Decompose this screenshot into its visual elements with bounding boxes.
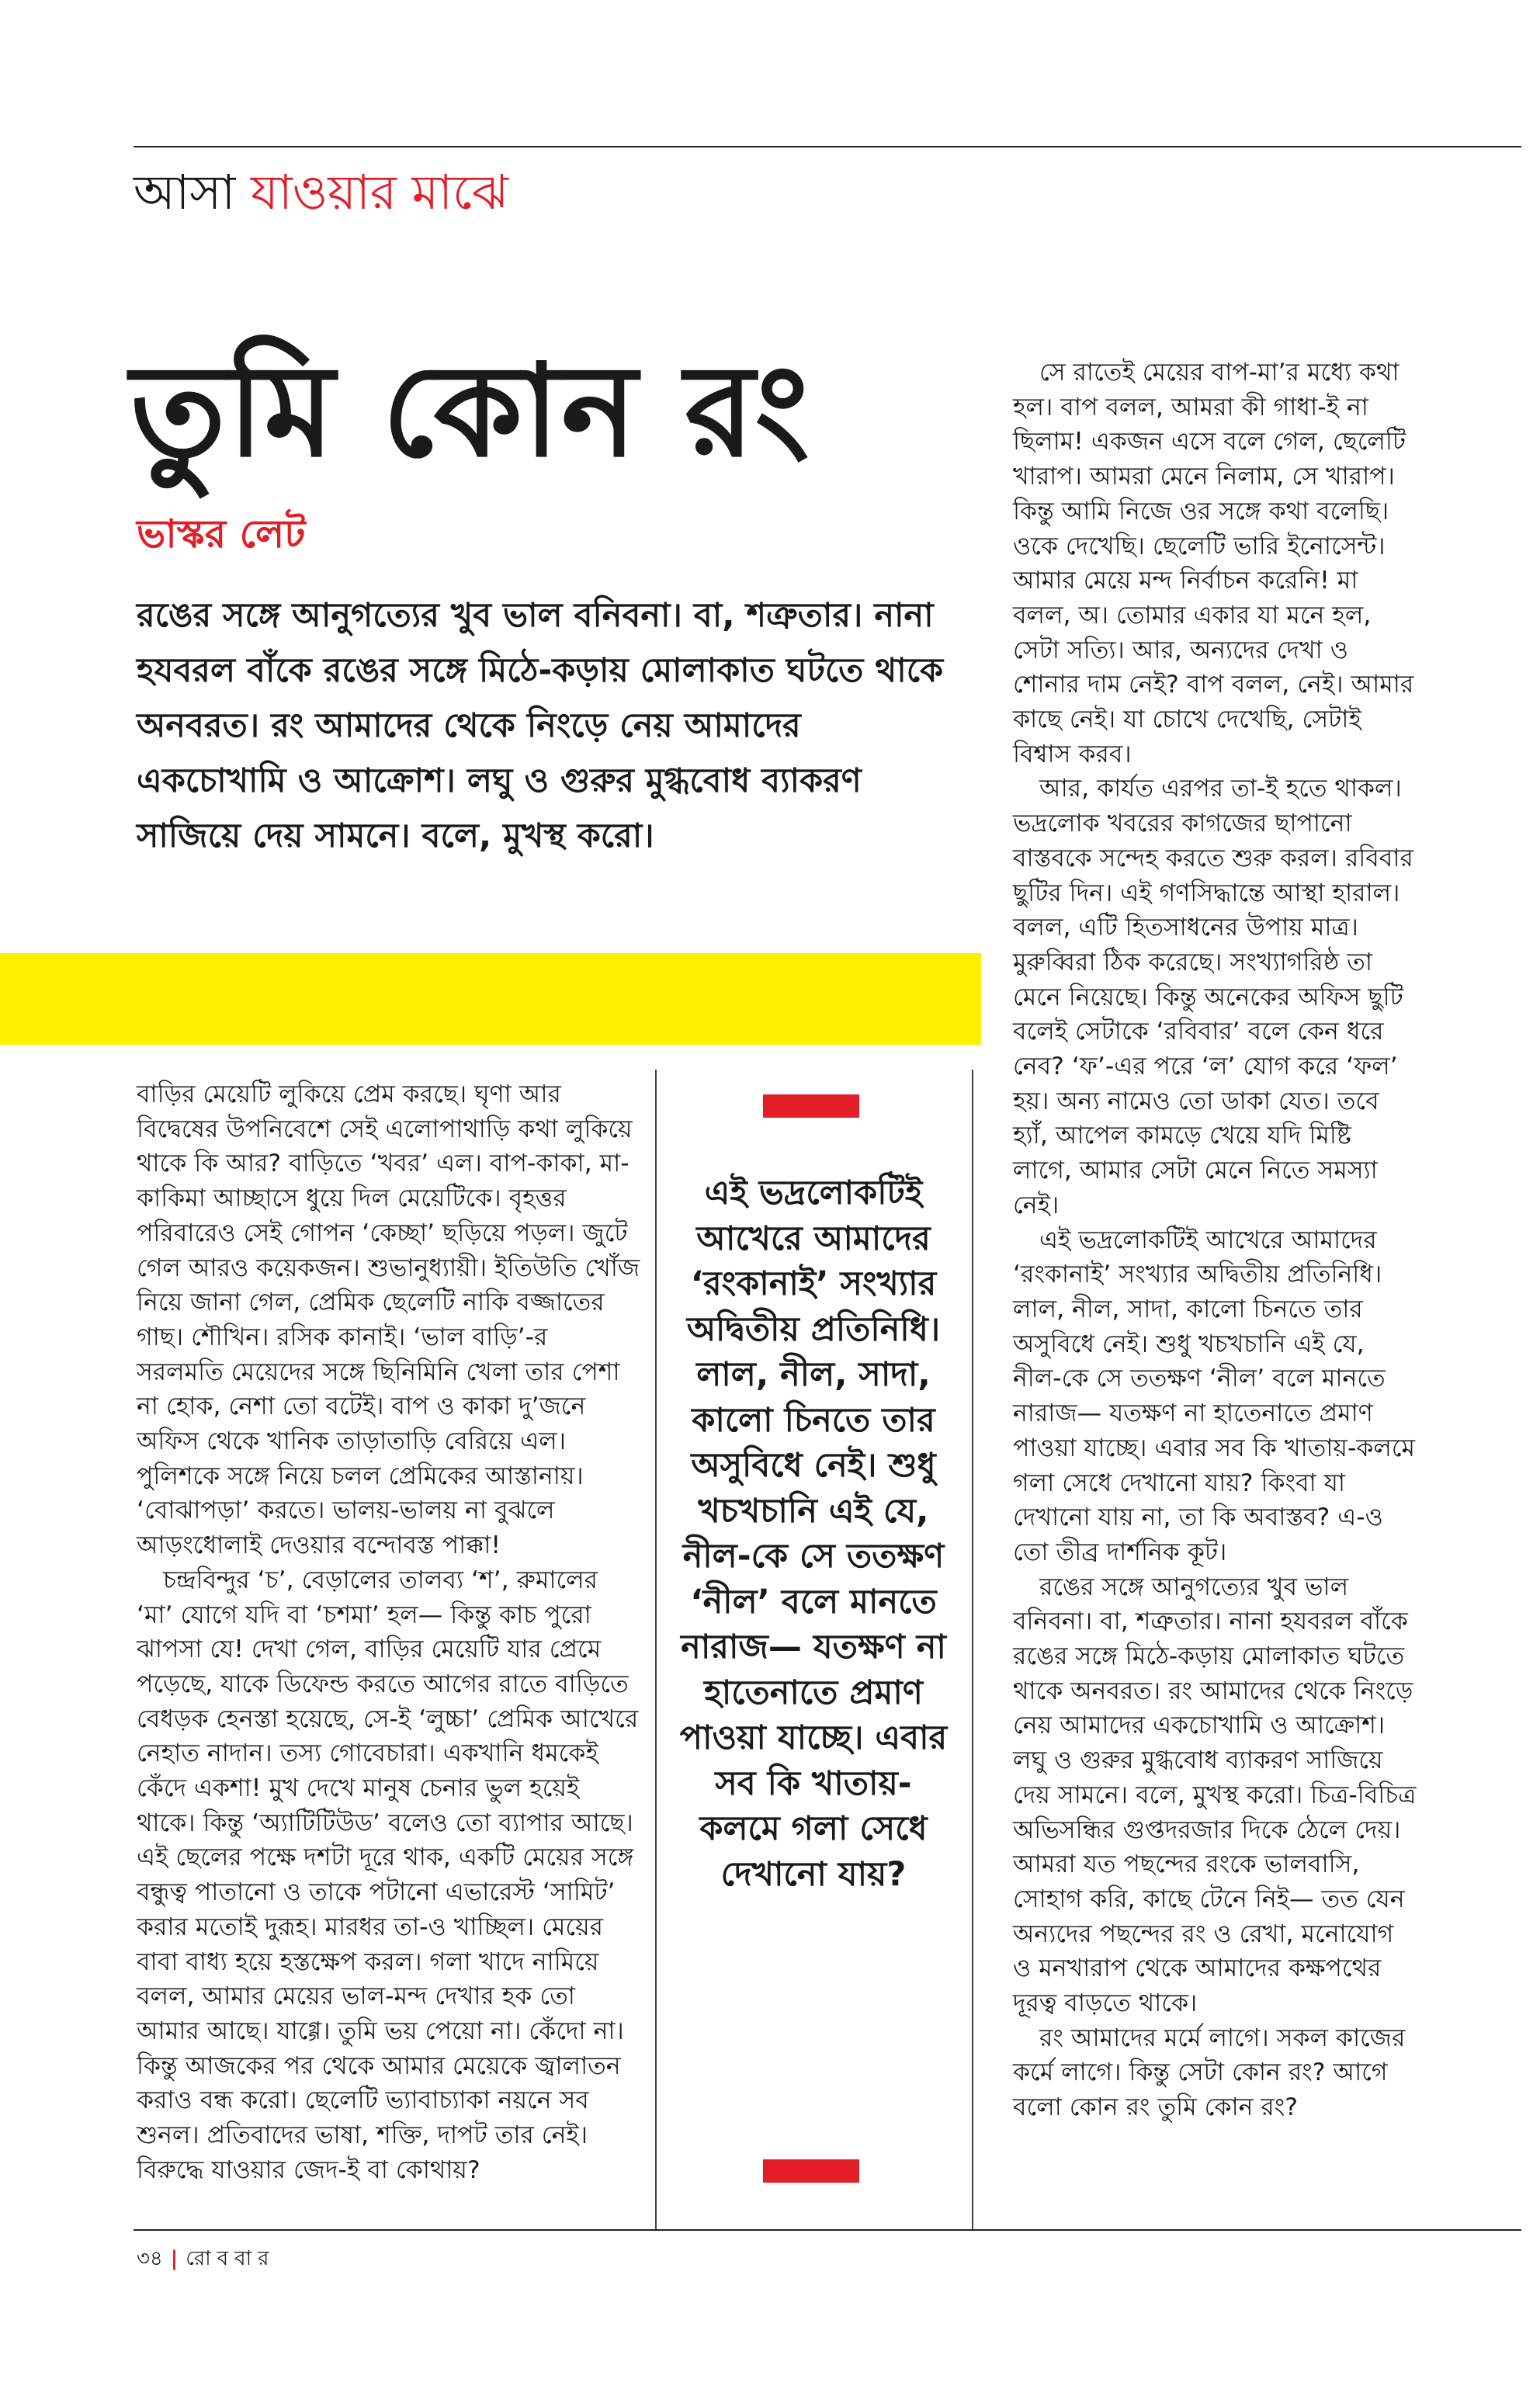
article-headline: তুমি কোন রং [130, 337, 811, 485]
pull-quote-bottom-bar [763, 2159, 859, 2183]
left-paragraph-1: বাড়ির মেয়েটি লুকিয়ে প্রেম করছে। ঘৃণা আর বিদ্বেষের উপনিবেশে সেই এলোপাথাড়ি কথা লুকিয়ে থাকে কি আর? বাড়িতে ‘খবর’ এল। বাপ-কাকা, মা-কাকিমা আচ্ছাসে ধুয়ে দিল মেয়েটিকে। বৃহত্তর পরিবারেও সেই গোপন ‘কেচ্ছা’ ছড়িয়ে পড়ল। জুটে গেল আরও কয়েকজন। শুভানুধ্যায়ী। ইতিউতি খোঁজ নিয়ে জানা গেল, প্রেমিক ছেলেটি নাকি বজ্জাতের গাছ। শৌখিন। রসিক কানাই। ‘ভাল বাড়ি’-র সরলমতি মেয়েদের সঙ্গে ছিনিমিনি খেলা তার পেশা না হোক, নেশা তো বটেই। বাপ ও কাকা দু’জনে অফিস থেকে খানিক তাড়াতাড়ি বেরিয়ে এল। পুলিশকে সঙ্গে নিয়ে চলল প্রেমিকের আস্তানায়। ‘বোঝাপড়া’ করতে। ভালয়-ভালয় না বুঝলে আড়ংধোলাই দেওয়ার বন্দোবস্ত পাক্কা! [137, 1080, 640, 1560]
right-paragraph-2: আর, কার্যত এরপর তা-ই হতে থাকল। ভদ্রলোক খবরের কাগজের ছাপানো বাস্তবকে সন্দেহ করতে শুরু করল। রবিবার ছুটির দিন। এই গণসিদ্ধান্তে আস্থা হারাল। বলল, এটি হিতসাধনের উপায় মাত্র। মুরুব্বিরা ঠিক করেছে। সংখ্যাগরিষ্ঠ তা মেনে নিয়েছে। কিন্তু অনেকের অফিস ছুটি বলেই সেটাকে ‘রবিবার’ বলে কেন ধরে নেব? ‘ফ’-এর পরে ‘ল’ যোগ করে ‘ফল’ হয়। অন্য নামেও তো ডাকা যেত। তবে হ্যাঁ, আপেল কামড়ে খেয়ে যদি মিষ্টি লাগে, আমার সেটা মেনে নিতে সমস্যা নেই। [1013, 775, 1413, 1219]
article-author: ভাস্কর লেট [137, 512, 306, 557]
page-number: ৩৪ [137, 2247, 163, 2270]
top-rule [134, 146, 1521, 147]
left-paragraph-2: চন্দ্রবিন্দুর ‘চ’, বেড়ালের তালব্য ‘শ’, রুমালের ‘মা’ যোগে যদি বা ‘চশমা’ হল— কিন্তু কাচ পুরো ঝাপসা যে! দেখা গেল, বাড়ির মেয়েটি যার প্রেমে পড়েছে, যাকে ডিফেন্ড করতে আগের রাতে বাড়িতে বেধড়ক হেনস্তা হয়েছে, সে-ই ‘লুচ্চা’ প্রেমিক আখেরে নেহাত নাদান। তস্য গোবেচারা। একখানি ধমকেই কেঁদে একশা! মুখ দেখে মানুষ চেনার ভুল হয়েই থাকে। কিন্তু ‘অ্যাটিটিউড’ বলেও তো ব্যাপার আছে। এই ছেলের পক্ষে দশটা দূরে থাক, একটি মেয়ের সঙ্গে বন্ধুত্ব পাতানো ও তাকে পটানো এভারেস্ট ‘সামিট’ করার মতোই দুরূহ। মারধর তা-ও খাচ্ছিল। মেয়ের বাবা বাধ্য হয়ে হস্তক্ষেপ করল। গলা খাদে নামিয়ে বলল, আমার মেয়ের ভাল-মন্দ দেখার হক তো আমার আছে। যাগ্গে। তুমি ভয় পেয়ো না। কেঁদো না। কিন্তু আজকের পর থেকে আমার মেয়েকে জ্বালাতন করাও বন্ধ করো। ছেলেটি ভ্যাবাচ্যাকা নয়নে সব শুনল। প্রতিবাদের ভাষা, শক্তি, দাপট তার নেই। বিরুদ্ধে যাওয়ার জেদ-ই বা কোথায়? [137, 1566, 639, 2184]
article-intro: রঙের সঙ্গে আনুগত্যের খুব ভাল বনিবনা। বা, শত্রুতার। নানা হযবরল বাঁকে রঙের সঙ্গে মিঠে-কড়ায় মোলাকাত ঘটতে থাকে অনবরত। রং আমাদের থেকে নিংড়ে নেয় আমাদের একচোখামি ও আক্রোশ। লঘু ও গুরুর মুগ্ধবোধ ব্যাকরণ সাজিয়ে দেয় সামনে। বলে, মুখস্থ করো। [137, 596, 944, 855]
column-divider-left [655, 1070, 657, 2230]
footer-separator: | [170, 2247, 179, 2270]
right-paragraph-1: সে রাতেই মেয়ের বাপ-মা’র মধ্যে কথা হল। বাপ বলল, আমরা কী গাধা-ই না ছিলাম! একজন এসে বলে গেল, ছেলেটি খারাপ। আমরা মেনে নিলাম, সে খারাপ। কিন্তু আমি নিজে ওর সঙ্গে কথা বলেছি। ওকে দেখেছি। ছেলেটি ভারি ইনোসেন্ট। আমার মেয়ে মন্দ নির্বাচন করেনি! মা বলল, অ। তোমার একার যা মনে হল, সেটা সত্যি। আর, অন্যদের দেখা ও শোনার দাম নেই? বাপ বলল, নেই। আমার কাছে নেই। যা চোখে দেখেছি, সেটাই বিশ্বাস করব। [1013, 359, 1414, 768]
bottom-rule [134, 2229, 1521, 2231]
section-title-word1: আসা [134, 164, 236, 220]
pull-quote: এই ভদ্রলোকটিই আখেরে আমাদের ‘রংকানাই’ সংখ্যার অদ্বিতীয় প্রতিনিধি। লাল, নীল, সাদা, কালো চিনতে তার অসুবিধে নেই। শুধু খচখচানি এই যে, নীল-কে সে ততক্ষণ ‘নীল’ বলে মানতে নারাজ— যতক্ষণ না হাতেনাতে প্রমাণ পাওয়া যাচ্ছে। এবার সব কি খাতায়-কলমে গলা সেধে দেখানো যায়? [679, 1174, 948, 1894]
left-column [137, 1077, 641, 2188]
yellow-band [0, 953, 981, 1045]
section-title-word2: যাওয়ার মাঝে [250, 164, 508, 220]
page-footer [137, 2245, 275, 2273]
magazine-name: রোববার [186, 2247, 276, 2270]
section-title [134, 160, 508, 225]
right-column [1013, 355, 1417, 2125]
right-paragraph-3: এই ভদ্রলোকটিই আখেরে আমাদের ‘রংকানাই’ সংখ্যার অদ্বিতীয় প্রতিনিধি। লাল, নীল, সাদা, কালো চিনতে তার অসুবিধে নেই। শুধু খচখচানি এই যে, নীল-কে সে ততক্ষণ ‘নীল’ বলে মানতে নারাজ— যতক্ষণ না হাতেনাতে প্রমাণ পাওয়া যাচ্ছে। এবার সব কি খাতায়-কলমে গলা সেধে দেখানো যায়? কিংবা যা দেখানো যায় না, তা কি অবাস্তব? এ-ও তো তীব্র দার্শনিক কূট। [1013, 1226, 1415, 1566]
right-paragraph-5: রং আমাদের মর্মে লাগে। সকল কাজের কর্মে লাগে। কিন্তু সেটা কোন রং? আগে বলো কোন রং তুমি কোন রং? [1013, 2024, 1406, 2122]
right-paragraph-4: রঙের সঙ্গে আনুগত্যের খুব ভাল বনিবনা। বা, শত্রুতার। নানা হযবরল বাঁকে রঙের সঙ্গে মিঠে-কড়ায় মোলাকাত ঘটতে থাকে অনবরত। রং আমাদের থেকে নিংড়ে নেয় আমাদের একচোখামি ও আক্রোশ। লঘু ও গুরুর মুগ্ধবোধ ব্যাকরণ সাজিয়ে দেয় সামনে। বলে, মুখস্থ করো। চিত্র-বিচিত্র অভিসন্ধির গুপ্তদরজার দিকে ঠেলে দেয়। আমরা যত পছন্দের রংকে ভালবাসি, সোহাগ করি, কাছে টেনে নিই— তত যেন অন্যদের পছন্দের রং ও রেখা, মনোযোগ ও মনখারাপ থেকে আমাদের কক্ষপথের দূরত্ব বাড়তে থাকে। [1013, 1573, 1417, 2018]
pull-quote-top-bar [763, 1094, 859, 1118]
column-divider-right [972, 1070, 973, 2230]
